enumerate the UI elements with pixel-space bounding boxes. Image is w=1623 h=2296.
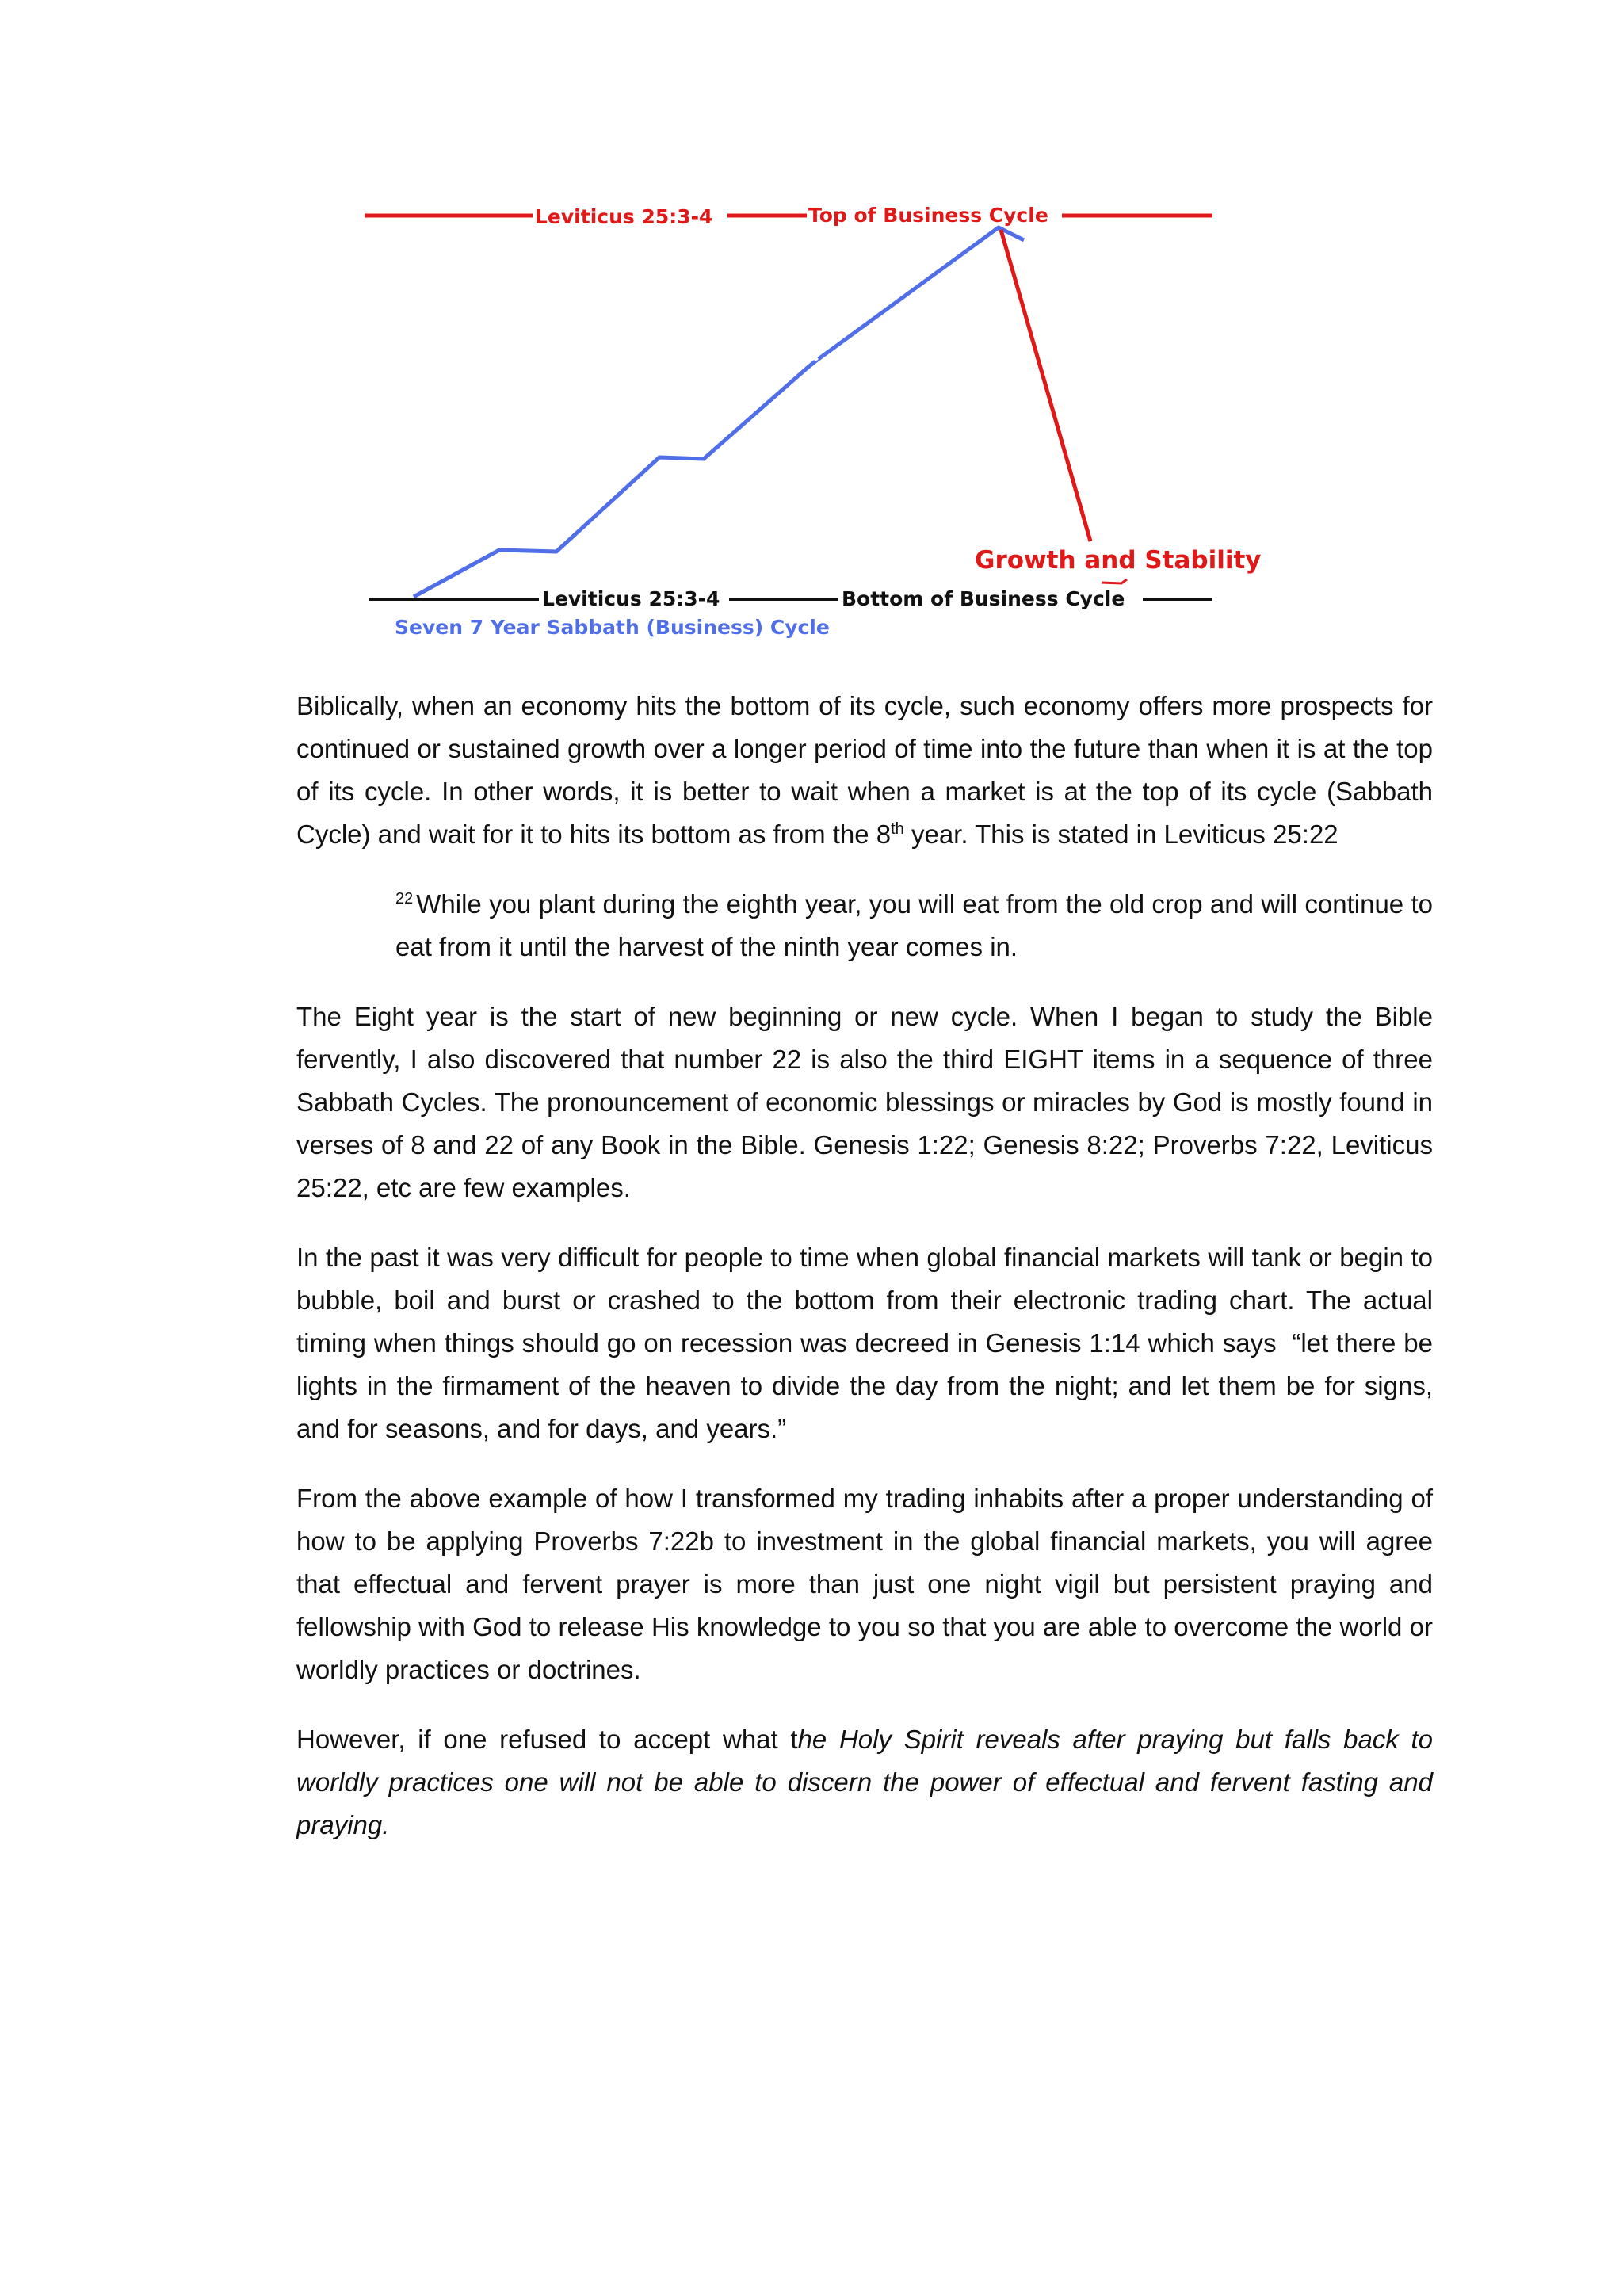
bottom-left-label: Leviticus 25:3-4: [542, 587, 720, 610]
body-text: [296, 685, 1433, 1874]
paragraph-5: However, if one refused to accept what the Holy Spirit reveals after praying but falls back to worldly practices one will not be able to discern the power of effectual and fervent fasting and praying.: [296, 1725, 1433, 1839]
bottom-right-label: Bottom of Business Cycle: [842, 587, 1125, 610]
cycle-diagram-svg: [349, 186, 1300, 654]
top-right-label: Top of Business Cycle: [808, 204, 1048, 227]
sabbath-cycle-diagram: [349, 186, 1300, 654]
paragraph-3: In the past it was very difficult for people to time when global financial markets will tank or begin to bubble, boil and burst or crashed to the bottom from their electronic trading chart. The actual timing when things should go on recession was decreed in Genesis 1:14 which says “let there be lights in the firmament of the heaven to divide the day from the night; and let them be for signs, and for seasons, and for days, and years.”: [296, 1243, 1433, 1443]
paragraph-1: Biblically, when an economy hits the bottom of its cycle, such economy offers more prospects for continued or sustained growth over a longer period of time into the future than when it is at the top of its cycle. In other words, it is better to wait when a market is at the top of its cycle (Sabbath Cycle) and wait for it to hits its bottom as from the 8th year. This is stated in Leviticus 25:22: [296, 691, 1433, 849]
top-left-label: Leviticus 25:3-4: [535, 205, 713, 228]
paragraph-2: The Eight year is the start of new beginning or new cycle. When I began to study the Bible fervently, I also discovered that number 22 is also the third EIGHT items in a sequence of three Sabbath Cycles. The pronouncement of economic blessings or miracles by God is mostly found in verses of 8 and 22 of any Book in the Bible. Genesis 1:22; Genesis 8:22; Proverbs 7:22, Leviticus 25:22, etc are few examples.: [296, 1002, 1433, 1202]
red-tick-mark: [1102, 579, 1127, 583]
verse-number: 22: [395, 890, 414, 907]
paragraph-4: From the above example of how I transformed my trading inhabits after a proper understanding of how to be applying Proverbs 7:22b to investment in the global financial markets, you will agree that effectual and fervent prayer is more than just one night vigil but persistent praying and fellowship with God to release His knowledge to you so that you are able to overcome the world or worldly practices or doctrines.: [296, 1484, 1433, 1684]
growth-stability-label: Growth and Stability: [975, 546, 1262, 575]
scripture-quote: [395, 883, 1433, 968]
diagram-caption: Seven 7 Year Sabbath (Business) Cycle: [395, 616, 830, 639]
fall-line: [1001, 230, 1090, 541]
verse-text: While you plant during the eighth year, you will eat from the old crop and will continue to eat from it until the harvest of the ninth year comes in.: [395, 889, 1433, 961]
rise-line: [414, 227, 1024, 597]
